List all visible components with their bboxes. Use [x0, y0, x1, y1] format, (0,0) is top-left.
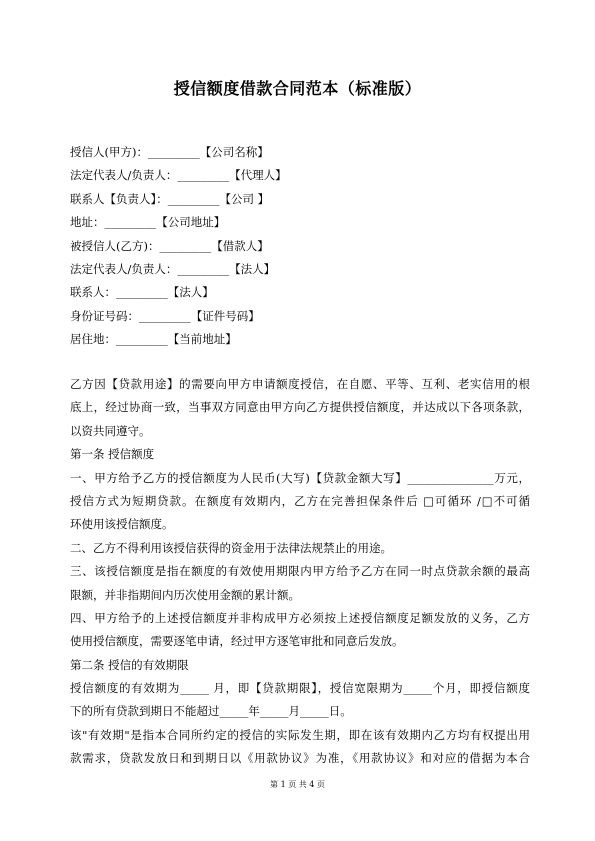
page-number-footer: 第 1 页 共 4 页 [270, 780, 325, 789]
contract-body [70, 373, 530, 771]
document-title: 授信额度借款合同范本（标准版） [173, 79, 422, 98]
body-line: 四、甲方给予的上述授信额度并非构成甲方必须按上述授信额度足额发放的义务，乙方 [70, 610, 530, 625]
party-lender: 授信人(甲方)：_________【公司名称】 [70, 145, 269, 159]
party-lender-representative: 法定代表人/负责人：_________【代理人】 [70, 168, 287, 183]
body-line: 三、该授信额度是指在额度的有效使用期限内甲方给予乙方在同一时点贷款余额的最高 [70, 564, 530, 579]
body-line: 二、乙方不得利用该授信获得的资金用于法律法规禁止的用途。 [70, 540, 392, 555]
body-line: 第二条 授信的有效期限 [70, 657, 189, 672]
party-borrower: 被授信人(乙方)：_________【借款人】 [70, 238, 269, 253]
party-borrower-id-number: 身份证号码：_________【证件号码】 [70, 308, 260, 323]
body-line: 第一条 授信额度 [70, 447, 155, 462]
body-line: 该"有效期"是指本合同所约定的授信的实际发生期，即在该有效期内乙方均有权提出用 [70, 727, 530, 742]
body-line: 款需求，贷款发放日和到期日以《用款协议》为准，《用款协议》和对应的借据为本合 [70, 751, 530, 766]
body-line: 底上，经过协商一致，当事双方同意由甲方向乙方提供授信额度，并达成以下各项条款， [70, 400, 530, 415]
party-borrower-residence: 居住地：_________【当前地址】 [70, 332, 237, 347]
party-borrower-representative: 法定代表人/负责人：_________【法人】 [70, 261, 276, 276]
body-line: 限额，并非指期间内历次使用金额的累计额。 [70, 587, 300, 602]
body-line: 使用授信额度，需要逐笔申请，经过甲方逐笔审批和同意后发放。 [70, 634, 404, 649]
body-line: 授信额度的有效期为_____ 月，即【贷款期限】，授信宽限期为_____个月，即授信额度 [70, 681, 530, 696]
party-info-block [70, 141, 530, 352]
body-line: 以资共同遵守。 [70, 423, 151, 438]
body-line: 一、甲方给予乙方的授信额度为人民币(大写)【贷款金额大写】_______________万元， [70, 470, 530, 485]
party-lender-contact: 联系人【负责人】：_________【公司 】 [70, 191, 270, 206]
party-borrower-contact: 联系人：_________【法人】 [70, 285, 214, 300]
body-line: 环使用该授信额度。 [70, 517, 174, 532]
body-line: 下的所有贷款到期日不能超过_____年_____月_____日。 [70, 704, 352, 719]
body-line: 乙方因【贷款用途】的需要向甲方申请额度授信，在自愿、平等、互利、老实信用的根 [70, 377, 530, 391]
body-line: 授信方式为短期贷款。在额度有效期内，乙方在完善担保条件后 □可循环 /□不可循 [70, 493, 530, 508]
party-lender-address: 地址：_________【公司地址】 [70, 215, 226, 230]
